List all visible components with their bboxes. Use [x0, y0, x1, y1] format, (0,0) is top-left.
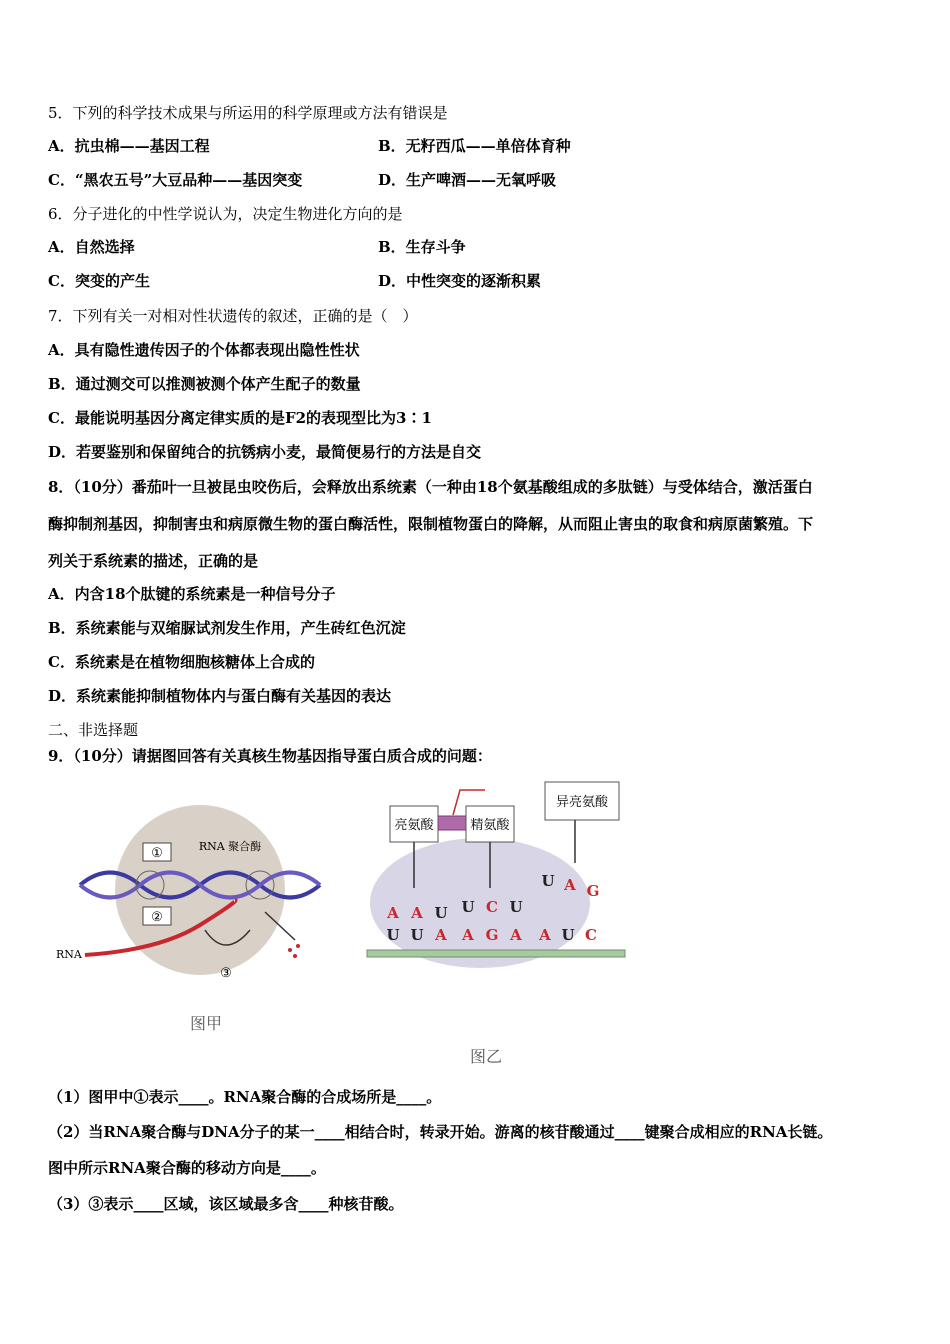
mark1: ① [151, 846, 163, 861]
peptide-bond [438, 816, 466, 830]
q9-sub3: （3）③表示____区域，该区域最多含____种核苷酸。 [48, 1195, 404, 1213]
q7-option-c: C．最能说明基因分离定律实质的是F2的表现型比为3∶1 [48, 409, 432, 427]
mrna-base: U [410, 926, 424, 944]
nucleotide-dot [288, 948, 292, 952]
q8-stem-line3: 列关于系统素的描述，正确的是 [48, 552, 259, 570]
aa3-label: 异亮氨酸 [555, 795, 609, 810]
mrna-base: G [485, 926, 499, 944]
q7-option-d: D．若要鉴别和保留纯合的抗锈病小麦，最简便易行的方法是自交 [48, 443, 482, 461]
mark3: ③ [220, 966, 232, 981]
q8-stem-line2: 酶抑制剂基因，抑制害虫和病原微生物的蛋白酶活性，限制植物蛋白的降解，从而阻止害虫的取食和病原菌繁殖。下 [48, 515, 814, 533]
anticodon2-base: U [461, 898, 475, 916]
q6-option-a: A．自然选择 [48, 238, 135, 256]
q5-option-c: C．“黑农五号”大豆品种——基因突变 [48, 171, 303, 189]
q6-option-d: D．中性突变的逐渐积累 [378, 272, 542, 290]
anticodon1-base: A [387, 904, 399, 922]
q9-sub1: （1）图甲中①表示____。RNA聚合酶的合成场所是____。 [48, 1088, 442, 1106]
q5-option-b: B．无籽西瓜——单倍体育种 [378, 137, 571, 155]
q8-option-d: D．系统素能抑制植物体内与蛋白酶有关基因的表达 [48, 687, 392, 705]
q5-stem: 5．下列的科学技术成果与所运用的科学原理或方法有错误是 [48, 104, 448, 122]
aa2-label: 精氨酸 [470, 818, 510, 833]
ribosome-shape [370, 838, 590, 968]
anticodon2-base: C [486, 898, 498, 916]
anticodon3-base: U [541, 872, 555, 890]
q7-option-a: A．具有隐性遗传因子的个体都表现出隐性性状 [48, 341, 360, 359]
q8-option-c: C．系统素是在植物细胞核糖体上合成的 [48, 653, 315, 671]
mark2: ② [151, 910, 163, 925]
q7-stem: 7．下列有关一对相对性状遗传的叙述，正确的是（ ） [48, 307, 418, 325]
figure-b-translation [365, 778, 635, 968]
q7-option-b: B．通过测交可以推测被测个体产生配子的数量 [48, 375, 361, 393]
mrna-base: C [585, 926, 597, 944]
nucleotide-dot [296, 944, 300, 948]
q6-stem: 6．分子进化的中性学说认为，决定生物进化方向的是 [48, 205, 403, 223]
q8-option-b: B．系统素能与双缩脲试剂发生作用，产生砖红色沉淀 [48, 619, 406, 637]
figure-a-transcription [50, 800, 350, 990]
anticodon1-base: A [411, 904, 423, 922]
rna-polymerase-label: RNA 聚合酶 [198, 840, 262, 853]
section-heading: 二、非选择题 [48, 721, 139, 739]
anticodon1-base: U [434, 904, 448, 922]
nucleotide-dot [293, 954, 297, 958]
anticodon2-base: U [509, 898, 523, 916]
figure-a-caption: 图甲 [190, 1014, 223, 1033]
q9-sub2-line2: 图中所示RNA聚合酶的移动方向是____。 [48, 1159, 326, 1177]
mrna-base: A [510, 926, 522, 944]
mrna-base: A [462, 926, 474, 944]
q9-sub2-line1: （2）当RNA聚合酶与DNA分子的某一____相结合时，转录开始。游离的核苷酸通过____键聚合成相应的RNA长链。 [48, 1123, 833, 1141]
mrna-base: U [561, 926, 575, 944]
mrna-base: U [386, 926, 400, 944]
anticodon3-base: G [586, 882, 600, 900]
q9-stem: 9．（10分）请据图回答有关真核生物基因指导蛋白质合成的问题： [48, 747, 492, 765]
figure-b-caption: 图乙 [470, 1047, 503, 1066]
aa1-label: 亮氨酸 [394, 818, 434, 833]
anticodon3-base: A [564, 876, 576, 894]
q5-option-a: A．抗虫棉——基因工程 [48, 137, 210, 155]
mrna-backbone [367, 950, 625, 957]
mrna-base: A [435, 926, 447, 944]
rna-label: RNA [56, 948, 82, 961]
q8-stem-line1: 8．（10分）番茄叶一旦被昆虫咬伤后，会释放出系统素（一种由18个氨基酸组成的多肽链）与受体结合，激活蛋白 [48, 478, 813, 496]
q6-option-c: C．突变的产生 [48, 272, 150, 290]
q8-option-a: A．内含18个肽键的系统素是一种信号分子 [48, 585, 336, 603]
mrna-base: A [539, 926, 551, 944]
q6-option-b: B．生存斗争 [378, 238, 466, 256]
q5-option-d: D．生产啤酒——无氧呼吸 [378, 171, 557, 189]
